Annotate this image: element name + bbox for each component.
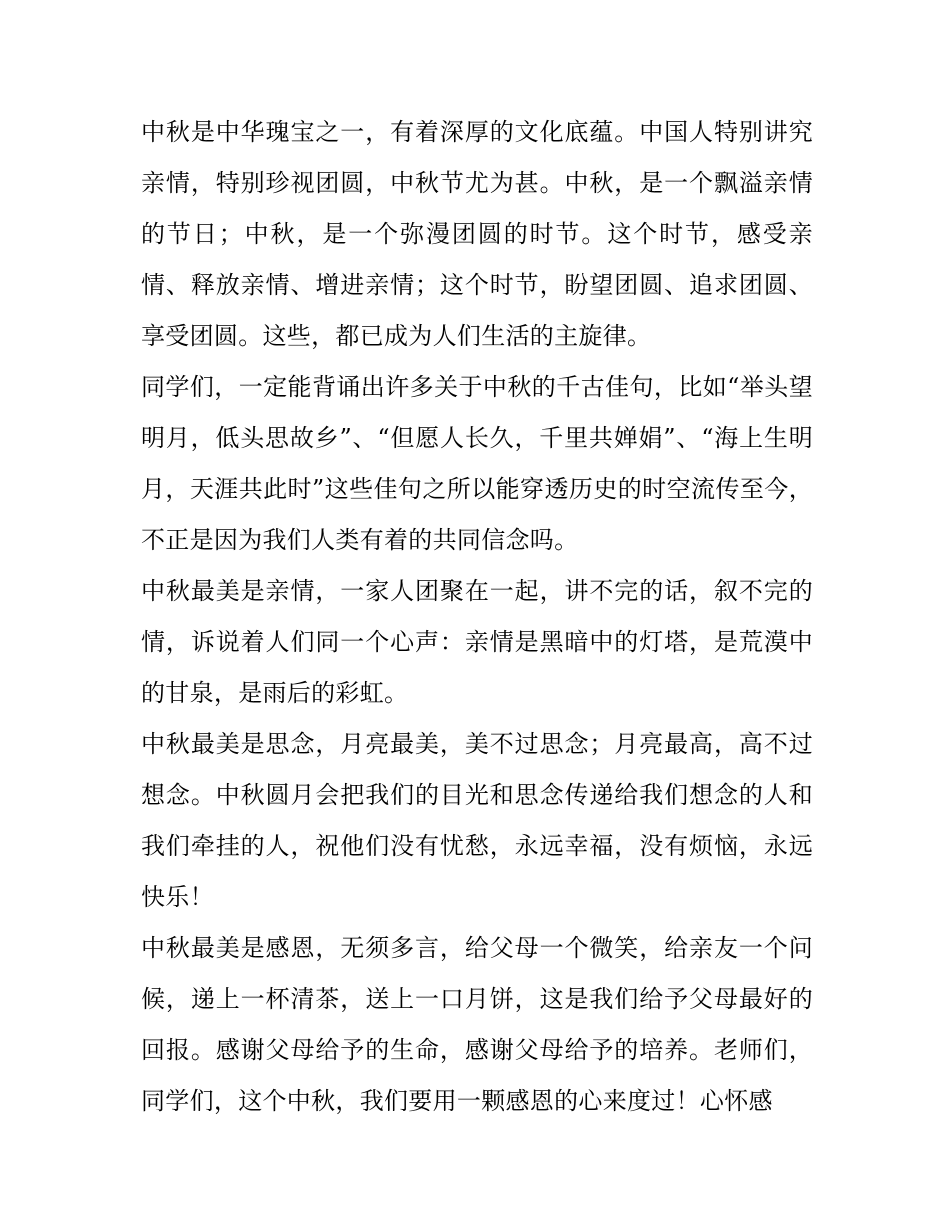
paragraph-1: 中秋是中华瑰宝之一，有着深厚的文化底蕴。中国人特别讲究亲情，特别珍视团圆，中秋节尤为甚。中秋，是一个飘溢亲情的节日；中秋，是一个弥漫团圆的时节。这个时节，感受亲情、释放亲情、增进亲情；这个时节，盼望团圆、追求团圆、享受团圆。这些，都已成为人们生活的主旋律。 [141,118,813,350]
paragraph-2: 同学们，一定能背诵出许多关于中秋的千古佳句，比如“举头望明月，低头思故乡”、“但愿人长久，千里共婵娟”、“海上生明月，天涯共此时”这些佳句之所以能穿透历史的时空流传至今，不正是因为我们人类有着的共同信念吗。 [141,373,813,554]
paragraph-4: 中秋最美是思念，月亮最美，美不过思念；月亮最高，高不过想念。中秋圆月会把我们的目光和思念传递给我们想念的人和我们牵挂的人，祝他们没有忧愁，永远幸福，没有烦恼，永远快乐！ [141,730,813,911]
paragraph-3: 中秋最美是亲情，一家人团聚在一起，讲不完的话，叙不完的情，诉说着人们同一个心声：亲情是黑暗中的灯塔，是荒漠中的甘泉，是雨后的彩虹。 [141,577,813,707]
document-body [141,107,813,1127]
paragraph-5: 中秋最美是感恩，无须多言，给父母一个微笑，给亲友一个问候，递上一杯清茶，送上一口月饼，这是我们给予父母最好的回报。感谢父母给予的生命，感谢父母给予的培养。老师们，同学们，这个中秋，我们要用一颗感恩的心来度过！心怀感 [141,934,813,1115]
